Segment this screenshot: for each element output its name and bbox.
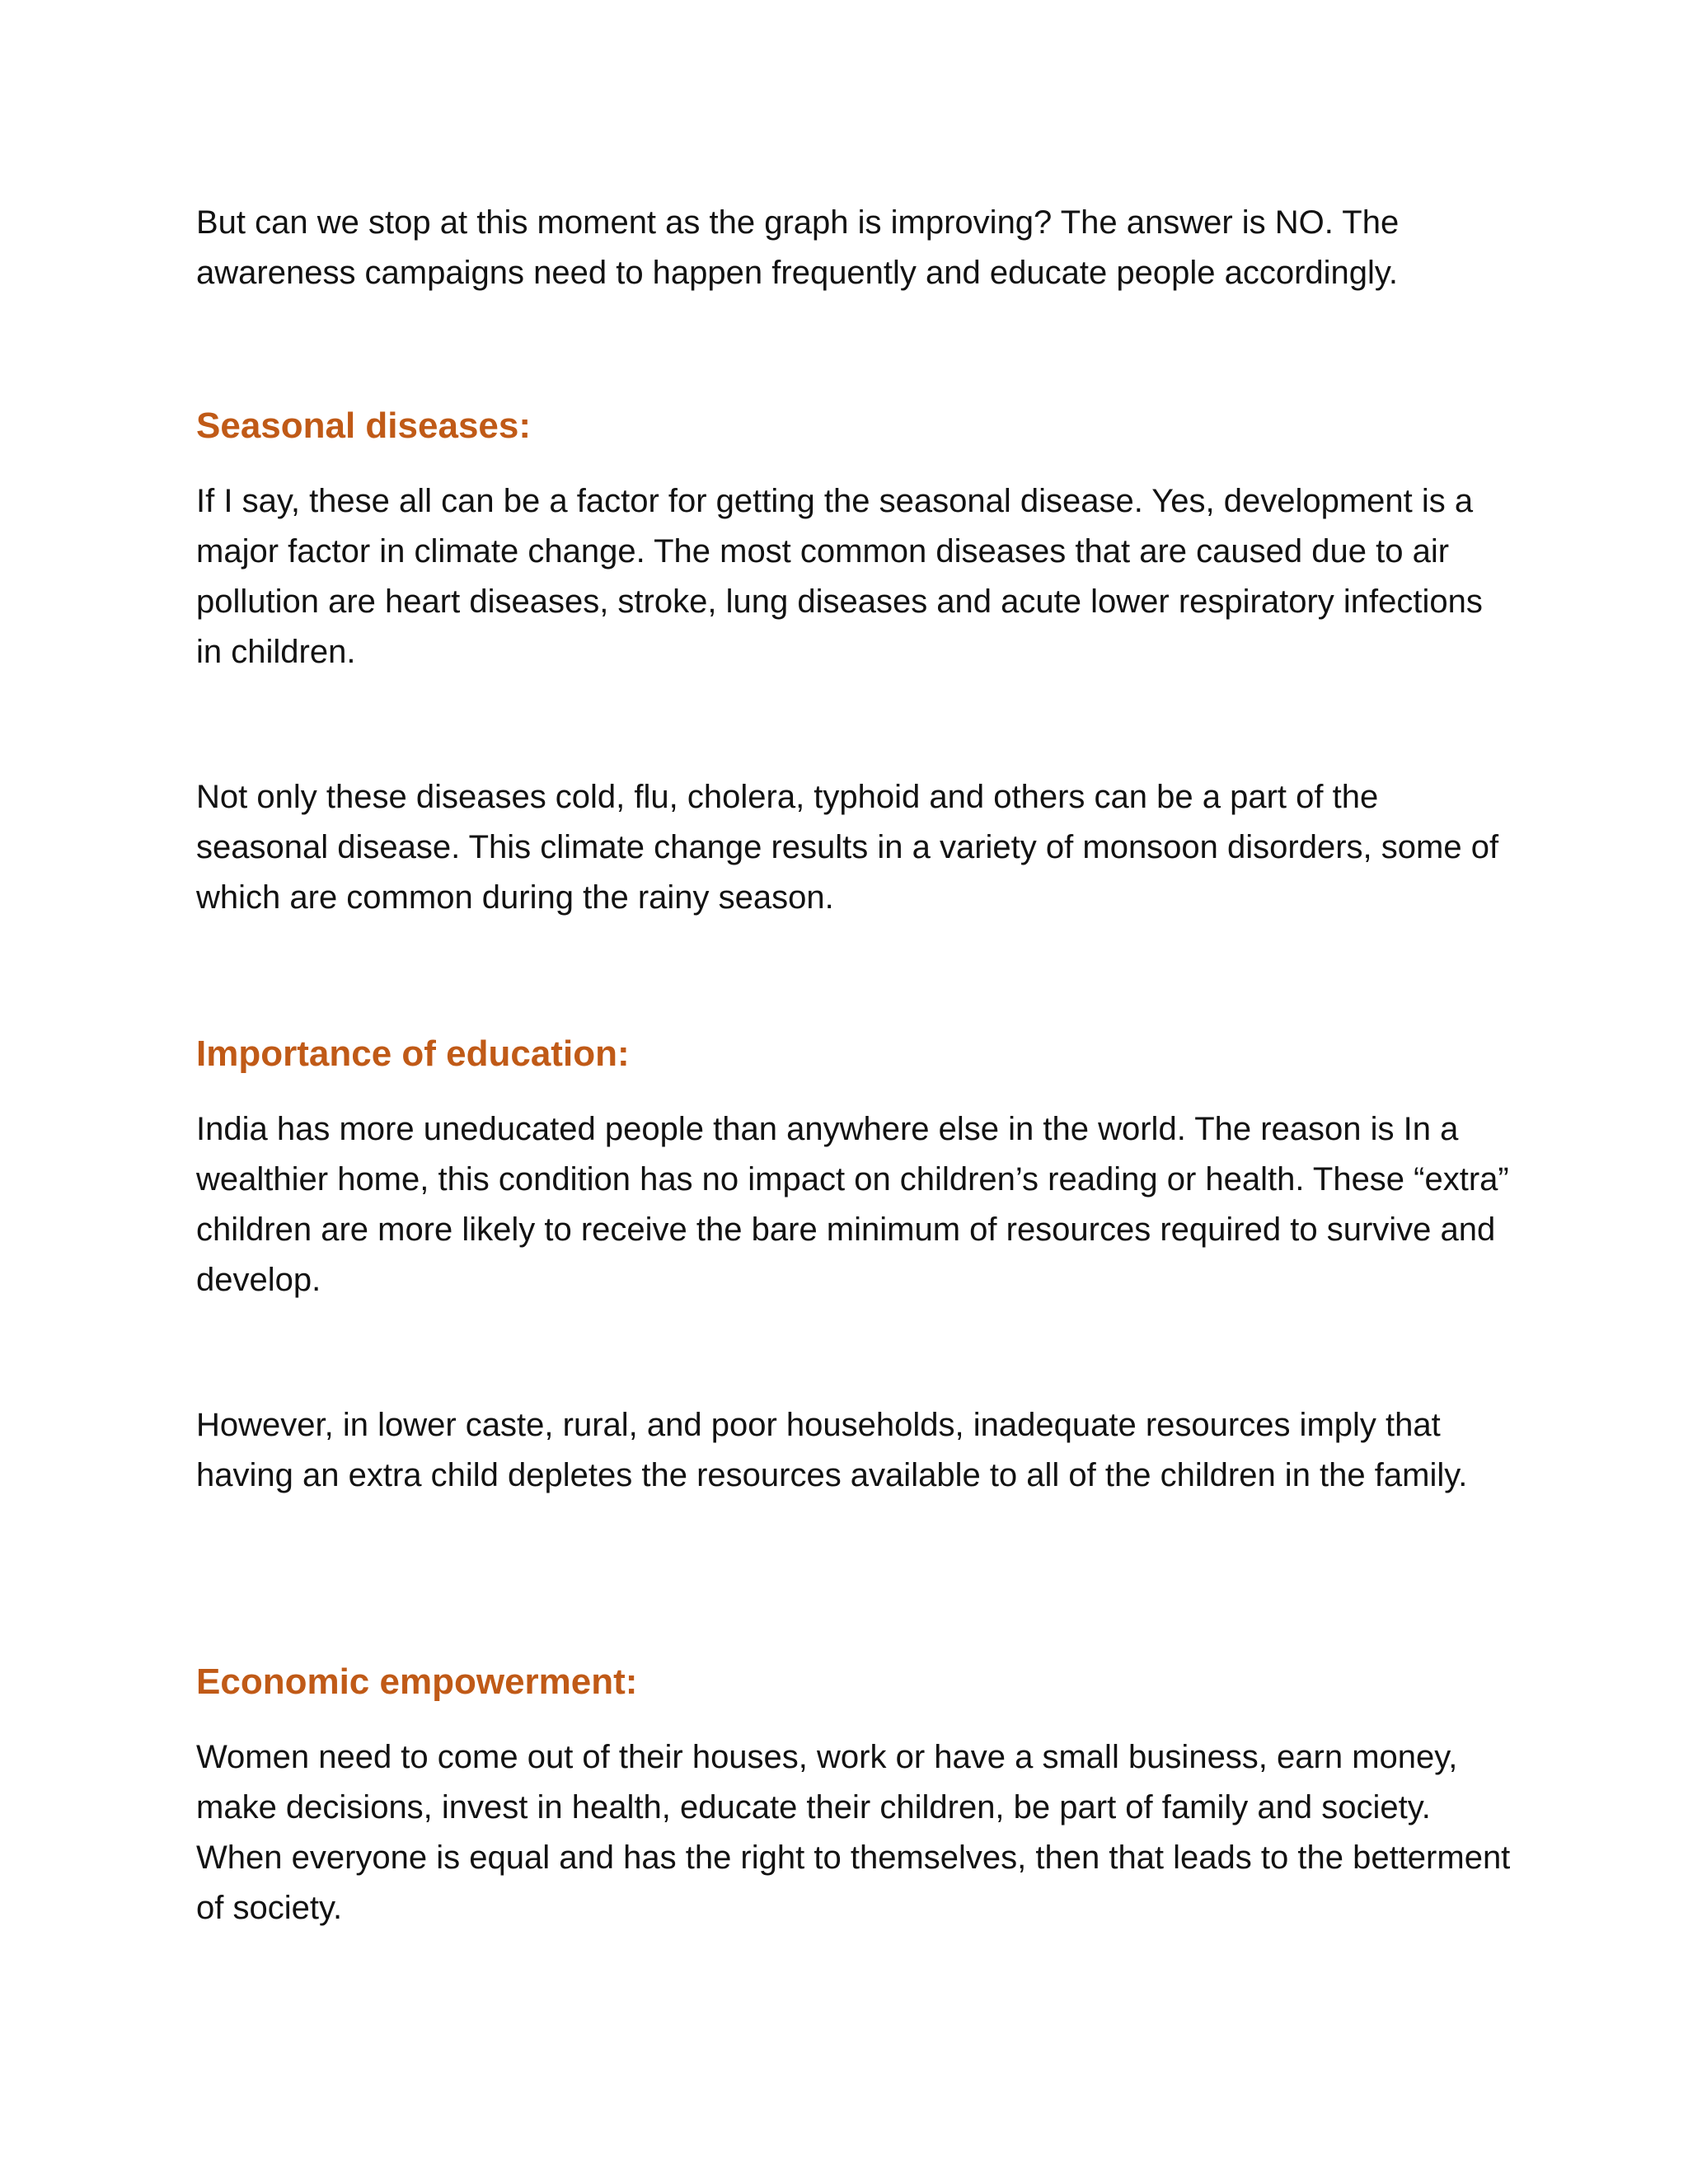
section-seasonal-diseases-heading-block	[196, 401, 1515, 451]
paragraph-seasonal-2: Not only these diseases cold, flu, cholera, typhoid and others can be a part of the seasonal disease. This climate change results in a variety of monsoon disorders, some of which are common during the rainy season.	[196, 779, 1499, 916]
section-education-para-1-block	[196, 1104, 1515, 1305]
section-heading-seasonal-diseases: Seasonal diseases:	[196, 405, 532, 446]
section-economic-heading-block	[196, 1657, 1515, 1707]
paragraph-education-2: However, in lower caste, rural, and poor households, inadequate resources imply that having an extra child depletes the resources available to all of the children in the family.	[196, 1407, 1468, 1493]
paragraph-economic-1: Women need to come out of their houses, work or have a small business, earn money, make decisions, invest in health, educate their children, be part of family and society. When everyone is equal and has the right to themselves, then that leads to the betterment of society.	[196, 1739, 1511, 1926]
section-economic-para-1-block	[196, 1732, 1515, 1933]
intro-paragraph: But can we stop at this moment as the graph is improving? The answer is NO. The awareness campaigns need to happen frequently and educate people accordingly.	[196, 204, 1400, 291]
paragraph-seasonal-1: If I say, these all can be a factor for getting the seasonal disease. Yes, development is a major factor in climate change. The most common diseases that are caused due to air pollution are heart diseases, stroke, lung diseases and acute lower respiratory infections in children.	[196, 483, 1483, 670]
section-seasonal-diseases-para-2-block	[196, 772, 1515, 923]
section-heading-economic-empowerment: Economic empowerment:	[196, 1661, 638, 1702]
section-heading-importance-of-education: Importance of education:	[196, 1033, 630, 1074]
section-seasonal-diseases-para-1-block	[196, 476, 1515, 677]
intro-block	[196, 198, 1515, 298]
section-education-para-2-block	[196, 1400, 1515, 1501]
paragraph-education-1: India has more uneducated people than anywhere else in the world. The reason is In a wealthier home, this condition has no impact on children’s reading or health. These “extra” children are more likely to receive the bare minimum of resources required to survive and develop.	[196, 1111, 1509, 1298]
section-education-heading-block	[196, 1029, 1515, 1079]
